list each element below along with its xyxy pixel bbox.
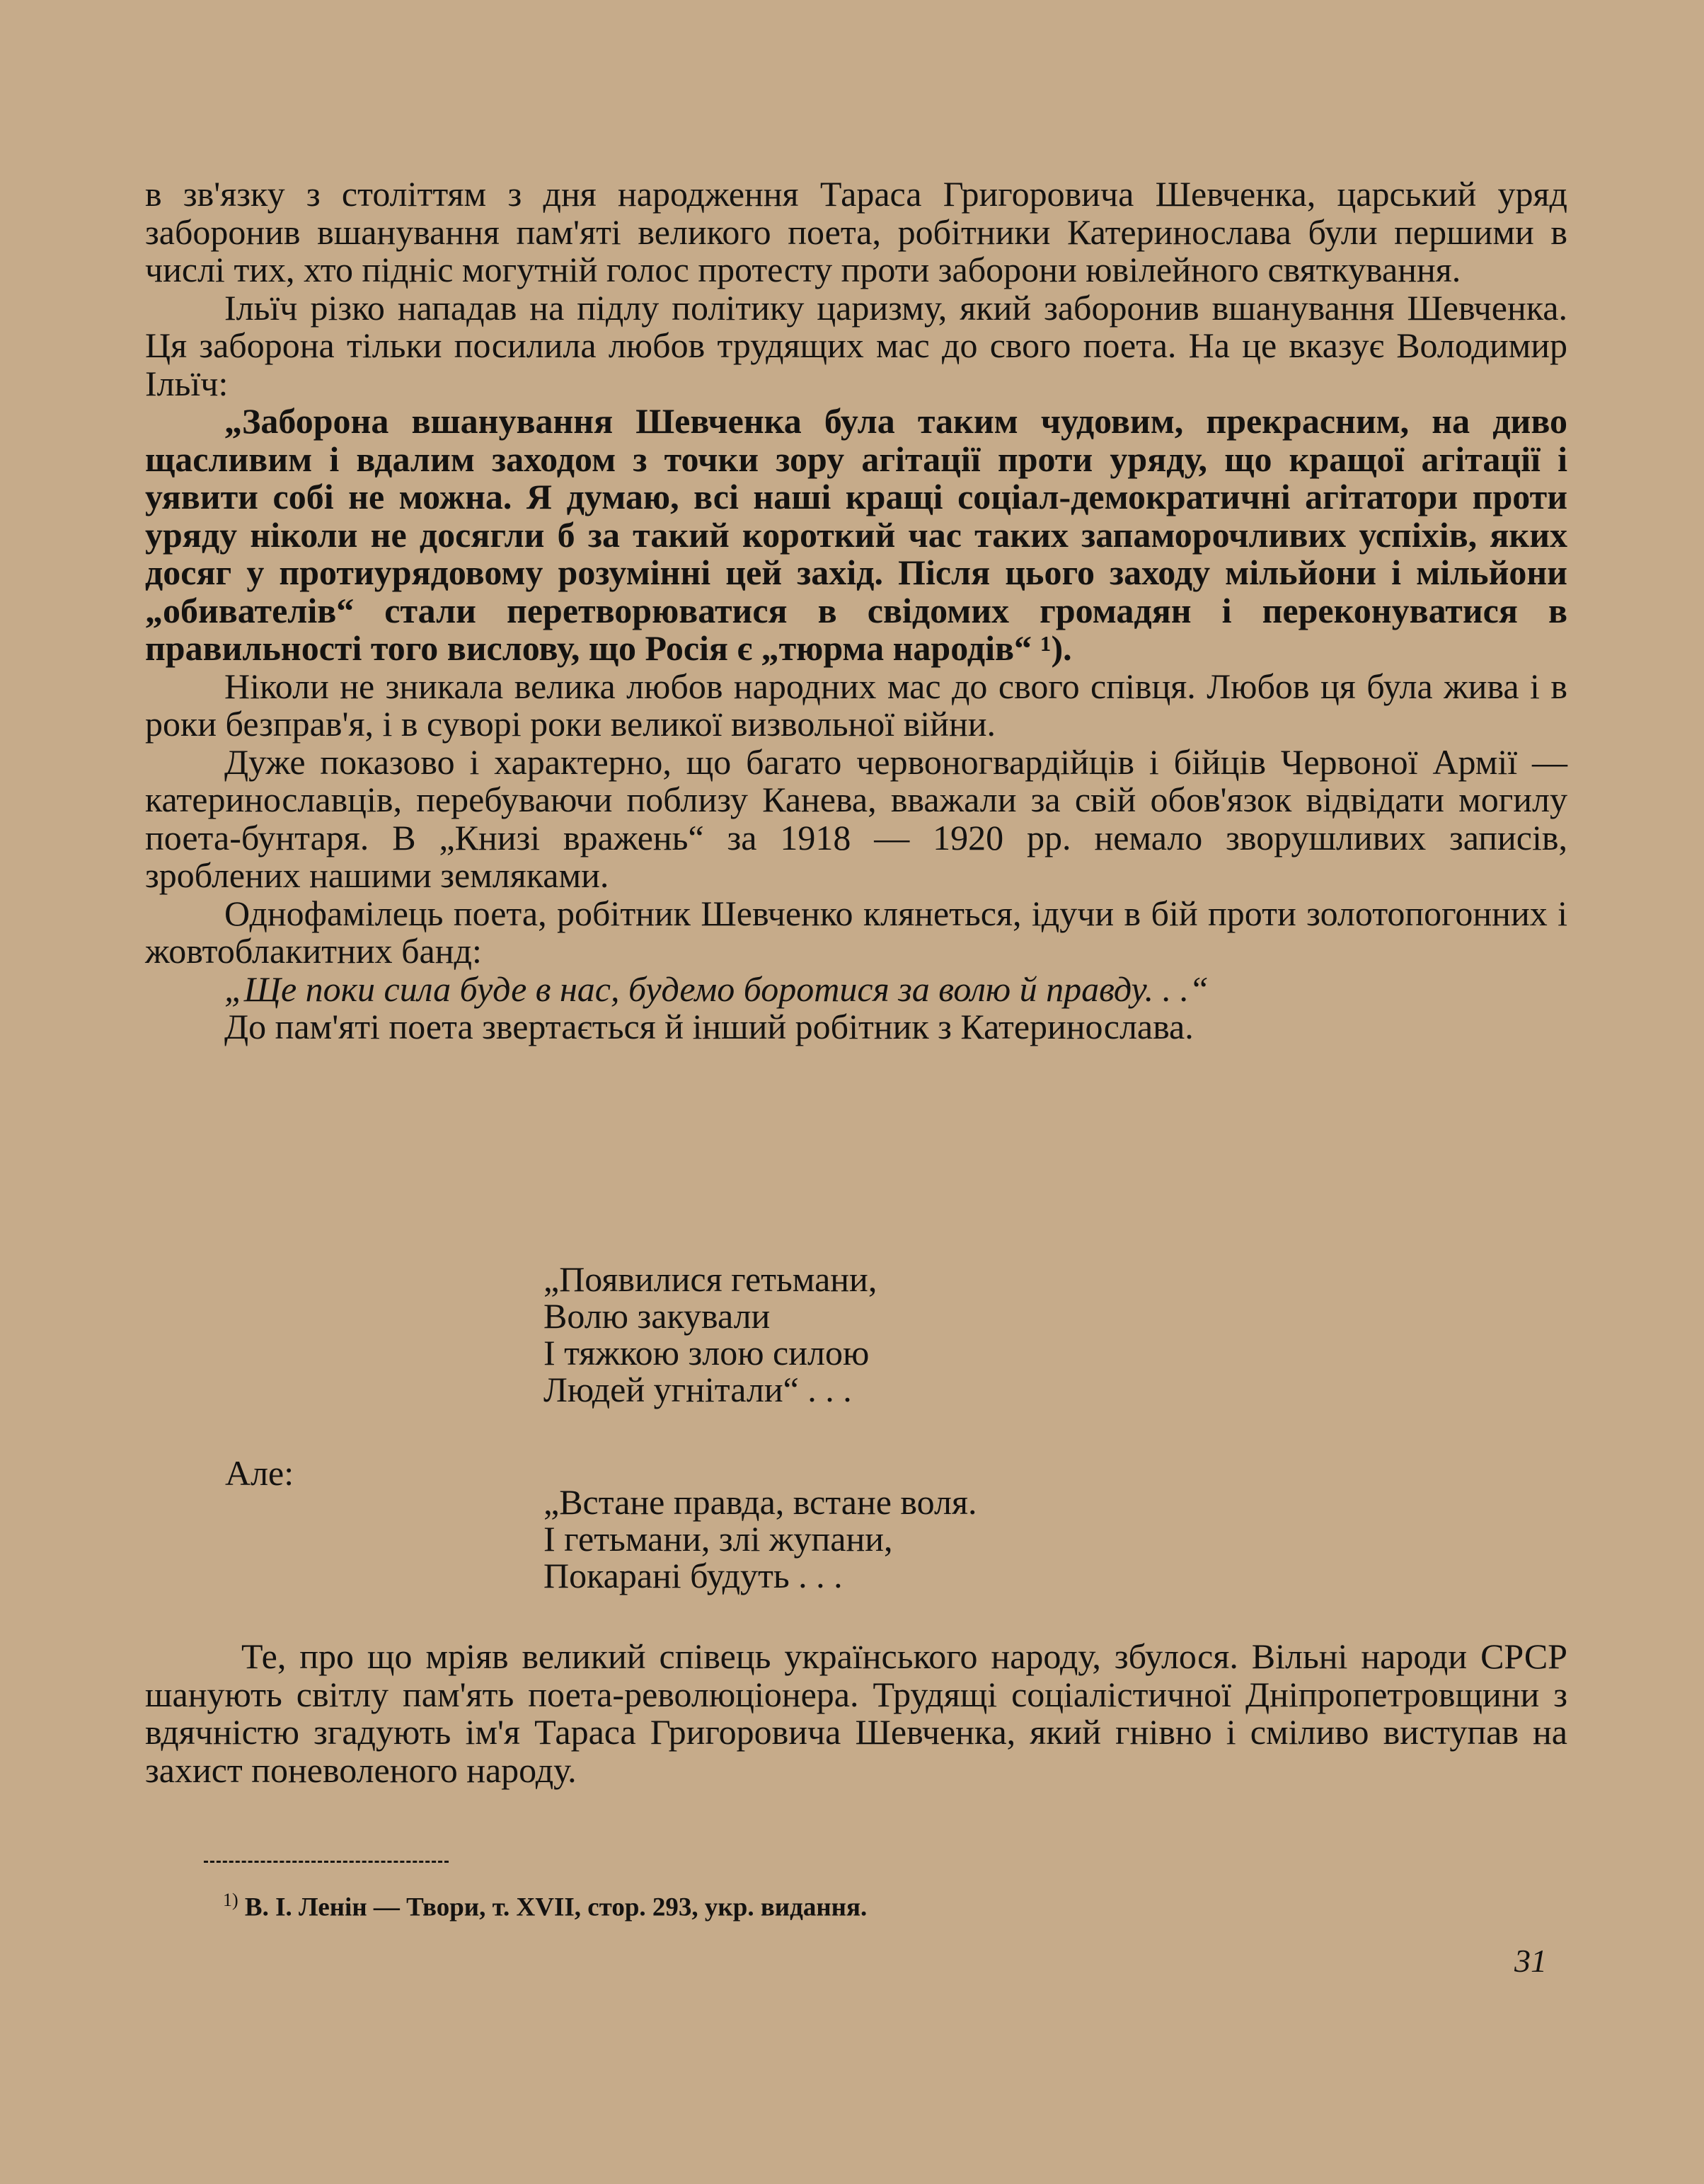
- oath-quote: „Ще поки сила буде в нас, будемо боротися за волю й правду. . .“: [224, 969, 1209, 1009]
- poem-line: Волю закували: [543, 1296, 771, 1336]
- closing-text: [145, 1638, 1567, 1789]
- paragraph-8: До пам'яті поета звертається й інший робітник з Катеринослава.: [224, 1007, 1194, 1046]
- poem-first: [543, 1261, 877, 1408]
- paragraph-2: Ільїч різко нападав на підлу політику царизму, який заборонив вшанування Шевченка. Ця заборона тільки посилила любов трудящих мас до свого поета. На це вказує Володимир Ільїч:: [145, 287, 1567, 403]
- lenin-quote: „Заборона вшанування Шевченка була таким чудовим, прекрасним, на диво щасливим і вдалим заходом з точки зору агітації проти уряду, що кращої агітації і уявити собі не можна. Я думаю, всі наші кращі соціал-демократичні агітатори проти уряду ніколи не досягли б за такий короткий час таких запаморочливих успіхів, яких досяг у протиурядовому розумінні цей захід. Після цього заходу мільйони і мільйони „обивателів“ стали перетворюватися в свідомих громадян і переконуватися в правильності того вислову, що Росія є „тюрма народів“ ¹).: [145, 401, 1567, 668]
- poem-line: Людей угнітали“ . . .: [543, 1370, 852, 1409]
- poem-line: І тяжкою злою силою: [543, 1333, 870, 1373]
- poem-line: І гетьмани, злі жупани,: [543, 1519, 893, 1559]
- ale-label: Але:: [225, 1453, 294, 1493]
- footnote-text: В. І. Ленін — Твори, т. XVII, стор. 293, укр. видання.: [244, 1893, 868, 1922]
- poem-second: [543, 1484, 977, 1594]
- footnote: [223, 1890, 867, 1922]
- poem-line: Покарані будуть . . .: [543, 1556, 843, 1595]
- page-number: 31: [1514, 1943, 1547, 1979]
- paragraph-6: Однофамілець поета, робітник Шевченко клянеться, ідучи в бій проти золотопогонних і жовтоблакитних банд:: [145, 893, 1567, 971]
- paragraph-5: Дуже показово і характерно, що багато червоногвардійців і бійців Червоної Армії — катеринославців, перебуваючи поблизу Канева, вважали за свій обов'язок відвідати могилу поета-бунтаря. В „Книзі вражень“ за 1918 — 1920 рр. немало зворушливих записів, зроблених нашими земляками.: [145, 741, 1567, 895]
- paragraph-1: в зв'язку з століттям з дня народження Тараса Григоровича Шевченка, царський уряд заборонив вшанування пам'яті великого поета, робітники Катеринослава були першими в числі тих, хто підніс могутній голос протесту проти заборони ювілейного святкування.: [145, 174, 1567, 289]
- paragraph-4: Ніколи не зникала велика любов народних мас до свого співця. Любов ця була жива і в роки безправ'я, і в суворі роки великої визвольної війни.: [145, 666, 1567, 744]
- closing-paragraph: Те, про що мріяв великий співець українського народу, збулося. Вільні народи СРСР шанують світлу пам'ять поета-революціонера. Трудящі соціалістичної Дніпропетровщини з вдячністю згадують ім'я Тараса Григоровича Шевченка, який гнівно і сміливо виступав на захист поневоленого народу.: [145, 1636, 1567, 1790]
- main-text: [145, 175, 1567, 1046]
- poem-line: „Встане правда, встане воля.: [543, 1482, 977, 1522]
- footnote-marker: 1): [223, 1890, 238, 1910]
- poem-line: „Появилися гетьмани,: [543, 1259, 877, 1299]
- footnote-divider: [204, 1861, 449, 1863]
